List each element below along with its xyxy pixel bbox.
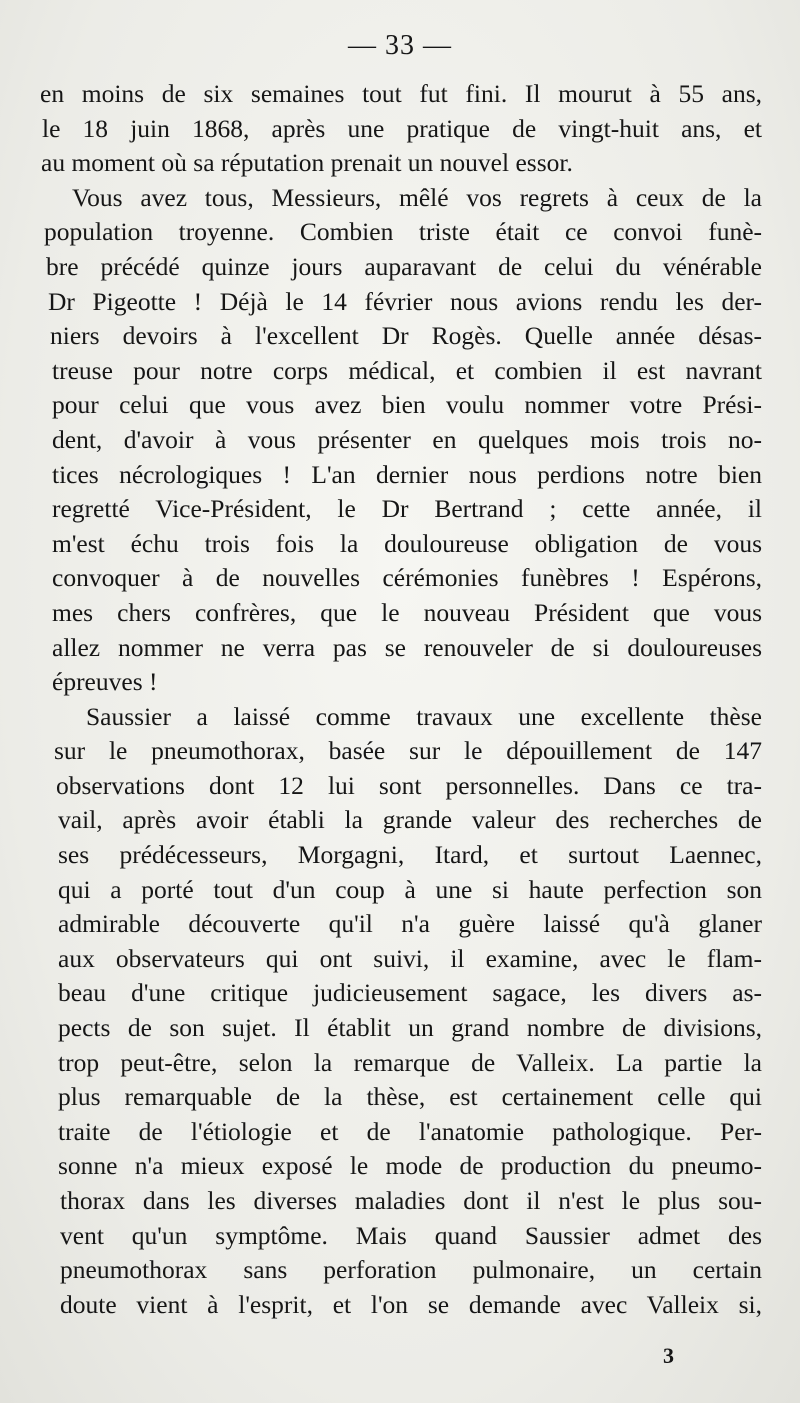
text-line: convoquer à de nouvelles cérémonies funèbres ! Espérons, [52, 563, 762, 593]
text-line: vail, après avoir établi la grande valeur des recherches de [58, 805, 762, 835]
text-line: Vous avez tous, Messieurs, mêlé vos regrets à ceux de la [72, 182, 762, 212]
text-line: Dr Pigeotte ! Déjà le 14 février nous avions rendu les der- [48, 286, 762, 316]
text-line: pneumothorax sans perforation pulmonaire, un certain [60, 1255, 762, 1285]
text-line: regretté Vice-Président, le Dr Bertrand ; cette année, il [52, 494, 762, 524]
text-line: admirable découverte qu'il n'a guère laissé qu'à glaner [58, 909, 762, 939]
text-line: tices nécrologiques ! L'an dernier nous perdions notre bien [52, 459, 762, 489]
signature-mark: 3 [663, 1343, 674, 1368]
text-line: observations dont 12 lui sont personnelles. Dans ce tra- [56, 770, 762, 800]
text-line: niers devoirs à l'excellent Dr Rogès. Quelle année désas- [50, 321, 762, 351]
text-line: qui a porté tout d'un coup à une si haute perfection son [58, 874, 762, 904]
text-line: dent, d'avoir à vous présenter en quelques mois trois no- [52, 424, 762, 454]
text-line: treuse pour notre corps médical, et combien il est navrant [52, 355, 762, 385]
page-number: — 33 — [348, 30, 452, 61]
text-line: bre précédé quinze jours auparavant de celui du vénérable [46, 251, 762, 281]
text-line: thorax dans les diverses maladies dont il n'est le plus sou- [60, 1186, 762, 1215]
text-line: pour celui que vous avez bien voulu nommer votre Prési- [52, 390, 762, 420]
text-line: pects de son sujet. Il établit un grand nombre de divisions, [58, 1013, 762, 1043]
text-line: vent qu'un symptôme. Mais quand Saussier admet des [60, 1220, 762, 1250]
text-line: aux observateurs qui ont suivi, il examine, avec le flam- [58, 943, 762, 973]
text-line: m'est échu trois fois la douloureuse obligation de vous [52, 528, 762, 558]
text-line: beau d'une critique judicieusement sagace, les divers as- [58, 978, 762, 1008]
text-line: doute vient à l'esprit, et l'on se demande avec Valleix si, [60, 1289, 762, 1319]
text-line: en moins de six semaines tout fut fini. Il mourut à 55 ans, [40, 79, 762, 108]
text-line: épreuves ! [52, 667, 158, 697]
text-line: le 18 juin 1868, après une pratique de vingt-huit ans, et [42, 113, 762, 143]
text-line: population troyenne. Combien triste était ce convoi funè- [44, 217, 762, 247]
text-line: sonne n'a mieux exposé le mode de production du pneumo- [58, 1151, 762, 1181]
text-line: au moment où sa réputation prenait un nouvel essor. [41, 148, 573, 178]
text-line: ses prédécesseurs, Morgagni, Itard, et surtout Laennec, [58, 840, 762, 870]
body-text [40, 77, 762, 1322]
text-line: plus remarquable de la thèse, est certainement celle qui [58, 1082, 762, 1112]
text-line: Saussier a laissé comme travaux une excellente thèse [86, 701, 762, 731]
text-line: mes chers confrères, que le nouveau Président que vous [52, 597, 762, 627]
text-line: trop peut-être, selon la remarque de Valleix. La partie la [58, 1047, 762, 1077]
text-line: sur le pneumothorax, basée sur le dépouillement de 147 [54, 736, 762, 766]
text-line: traite de l'étiologie et de l'anatomie pathologique. Per- [58, 1116, 762, 1146]
text-line: allez nommer ne verra pas se renouveler de si douloureuses [52, 632, 762, 662]
